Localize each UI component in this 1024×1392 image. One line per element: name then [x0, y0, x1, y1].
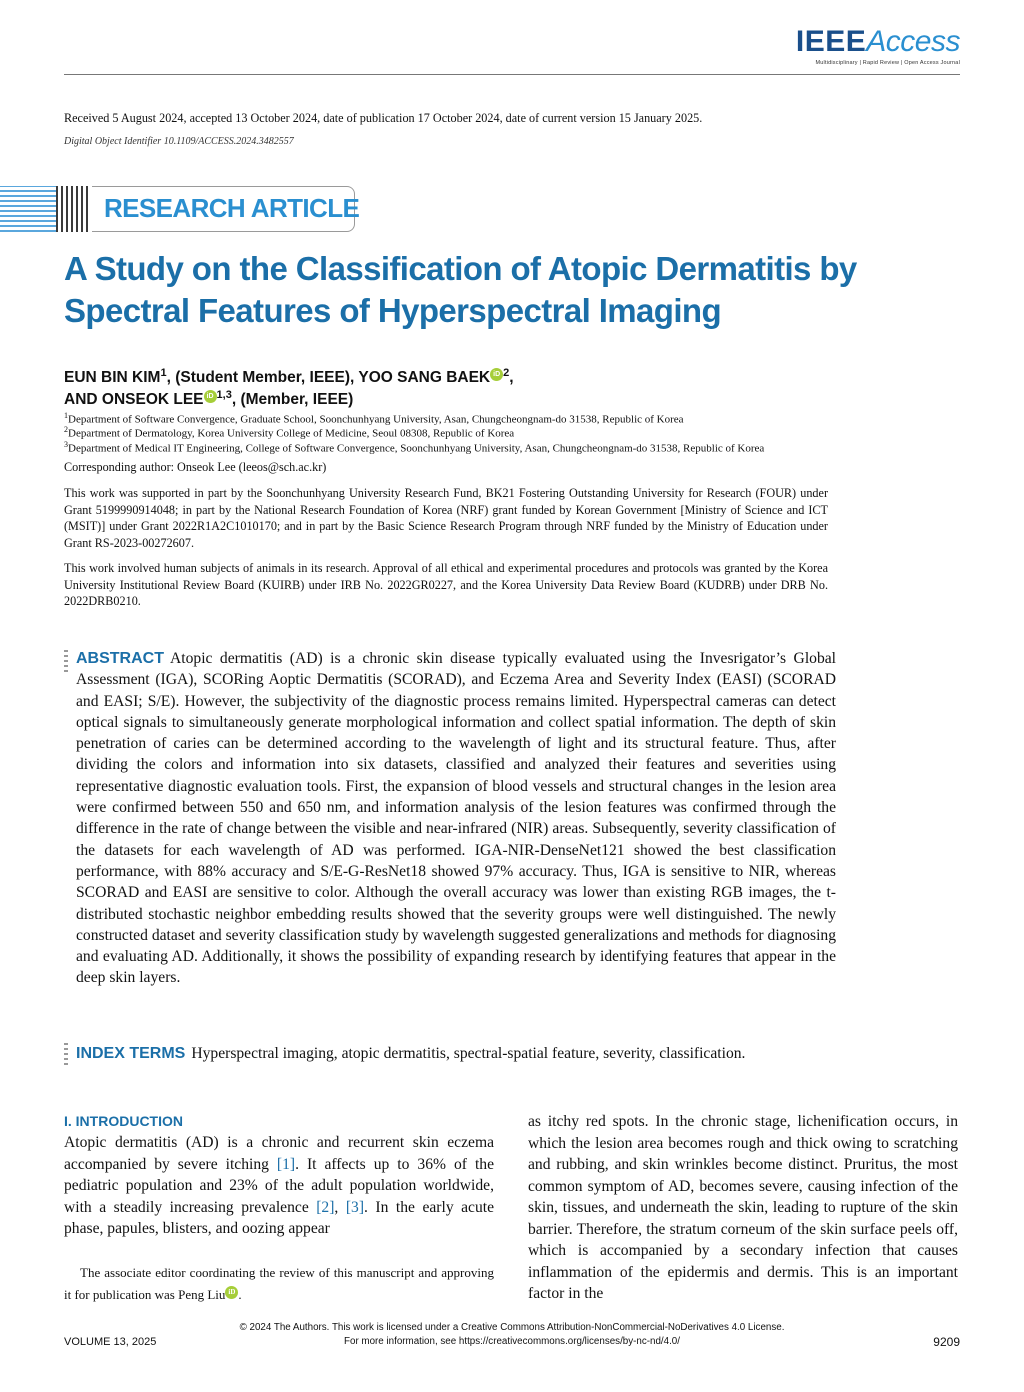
journal-logo	[796, 26, 960, 66]
affiliation-2	[64, 425, 514, 440]
index-terms-label: INDEX TERMS	[76, 1045, 186, 1062]
abstract	[76, 648, 836, 989]
citation-link[interactable]: [3]	[345, 1198, 365, 1216]
author-line-2	[64, 389, 353, 409]
section-heading: I. INTRODUCTION	[64, 1113, 183, 1129]
author-affiliation-mark: 1	[160, 367, 167, 379]
body-text: . In the early acute phase, papules, blisters, and oozing appear	[64, 1198, 494, 1237]
orcid-icon[interactable]: iD	[490, 368, 503, 381]
banner-stripes	[0, 186, 56, 232]
index-terms-text: Hyperspectral imaging, atopic dermatitis, spectral-spatial feature, severity, classification.	[191, 1045, 746, 1062]
funding-statement: This work was supported in part by the Soonchunhyang University Research Fund, BK21 Fostering Outstanding University for Research (FOUR) under Grant 5199990914048; in part by the National Research Foundation of Korea (NRF) grant funded by Korean Government [Ministry of Science and ICT (MSIT)] under Grant 2022R1A2C1010170; and in part by the Basic Science Research Program through NRF funded by the Ministry of Education under Grant RS-2023-00272607.	[64, 486, 828, 550]
affiliation-text: Department of Software Convergence, Graduate School, Soonchunhyang University, Asan, Chungcheongnam-do 31538, Republic of Korea	[68, 413, 684, 426]
affiliation-1	[64, 411, 684, 426]
affiliation-number: 2	[64, 425, 68, 434]
abstract-text: Atopic dermatitis (AD) is a chronic skin disease typically evaluated using the Invesrigator’s Global Assessment (IGA), SCORing Aoptic Dermatitis (SCORAD), and Eczema Area and Severity Index (EASI) (SCORAD and EASI; S/E). However, the subjectivity of the diagnostic process remains limited. Hyperspectral cameras can detect optical signals to simultaneously generate morphological information and collect spatial information. The depth of skin penetration of caries can be determined according to the wavelength of light and its structural feature. Thus, after dividing the colors and information into six datasets, classified and analyzed their features and severities using representative diagnostic evaluation tools. First, the expansion of blood vessels and structural changes in the lesion area were confirmed between 550 and 650 nm, and information analysis of the lesion features was confirmed through the difference in the rate of change between the visible and near-infrared (NIR) areas. Subsequently, severity classification of the datasets for each wavelength of AD was performed. IGA-NIR-DenseNet121 showed the best classification performance, with 88% accuracy and S/E-G-ResNet18 showed 97% accuracy. Thus, IGA is sensitive to NIR, whereas SCORAD and EASI are sensitive to color. Although the overall accuracy was lower than existing RGB images, the t-distributed stochastic neighbor embedding results showed that the severity groups were well distinguished. The newly constructed dataset and severity classification study by wavelength suggested generalizations and methods for diagnosing and evaluating AD. Additionally, it shows the possibility of expanding research by identifying features that appear in the deep skin layers.	[76, 650, 836, 987]
header-rule	[64, 74, 960, 75]
author-prefix: AND	[64, 391, 102, 409]
affiliation-text: Department of Medical IT Engineering, College of Software Convergence, Soonchunhyang University, Asan, Chungcheongnam-do 31538, Republic of Korea	[68, 442, 765, 455]
author-affiliation-mark: 1,3	[216, 389, 232, 401]
footnote-end: .	[238, 1287, 242, 1302]
affiliation-text: Department of Dermatology, Korea University College of Medicine, Seoul 08308, Republic of Korea	[68, 427, 515, 440]
intro-right-column: as itchy red spots. In the chronic stage, lichenification occurs, in which the lesion area becomes rough and thick owing to scratching and rubbing, and skin wrinkles become distinct. Pruritus, the most common symptom of AD, becomes severe, causing infection of the skin, tissues, and underneath the skin, leading to rupture of the skin barrier. Therefore, the stratum corneum of the skin surface peels off, which is accompanied by a secondary infection that causes inflammation of the epidermis and dermis. This is an important factor in the	[528, 1113, 958, 1302]
abstract-marker	[64, 650, 68, 672]
affiliation-number: 1	[64, 411, 68, 420]
corresponding-author: Corresponding author: Onseok Lee (leeos@sch.ac.kr)	[64, 460, 327, 474]
license-line: © 2024 The Authors. This work is licensed under a Creative Commons Attribution-NonCommercial-NoDerivatives 4.0 License.	[239, 1322, 785, 1333]
page-number: 9209	[933, 1335, 960, 1349]
affiliation-3	[64, 440, 764, 455]
banner-bars	[56, 186, 90, 232]
citation-link[interactable]: [1]	[276, 1155, 296, 1173]
banner-label: RESEARCH ARTICLE	[104, 193, 360, 223]
body-text: ,	[334, 1198, 346, 1216]
author-name: EUN BIN KIM	[64, 369, 161, 387]
author-membership: , (Member, IEEE)	[231, 391, 354, 409]
orcid-icon[interactable]: iD	[204, 390, 217, 403]
license-link[interactable]: For more information, see https://creativecommons.org/licenses/by-nc-nd/4.0/	[344, 1336, 680, 1347]
author-line-1	[64, 367, 514, 387]
intro-left-column	[64, 1132, 494, 1240]
volume-info: VOLUME 13, 2025	[64, 1336, 157, 1348]
abstract-label: ABSTRACT	[76, 650, 164, 667]
author-membership: , (Student Member, IEEE),	[166, 369, 355, 387]
body-text: . It affects up to 36% of the pediatric population and 23% of the adult population worldwide, with a steadily increasing prevalence	[64, 1155, 494, 1216]
paper-title: A Study on the Classification of Atopic Dermatitis by Spectral Features of Hyperspectral Imaging	[64, 250, 857, 329]
author-name: ONSEOK LEE	[101, 391, 204, 409]
ethics-statement: This work involved human subjects of animals in its research. Approval of all ethical and experimental procedures and protocols was granted by the Korea University Institutional Review Board (KUIRB) under IRB No. 2022GR0227, and the Korea University Data Review Board (KUDRB) under DRB No. 2022DRB0210.	[64, 561, 828, 608]
citation-link[interactable]: [2]	[316, 1198, 335, 1216]
author-name: YOO SANG BAEK	[358, 369, 491, 387]
logo-access: Access	[866, 25, 960, 58]
index-terms-marker	[64, 1043, 68, 1065]
author-affiliation-mark: 2	[503, 367, 510, 379]
body-text: Atopic dermatitis (AD) is a chronic and recurrent skin eczema accompanied by severe itching	[64, 1134, 494, 1173]
index-terms	[76, 1043, 856, 1064]
doi: Digital Object Identifier 10.1109/ACCESS.2024.3482557	[64, 136, 294, 147]
logo-ieee: IEEE	[795, 25, 867, 58]
article-type-banner	[0, 186, 360, 232]
footnote-text: The associate editor coordinating the review of this manuscript and approving it for publication was Peng Liu	[64, 1265, 494, 1302]
author-separator: ,	[509, 369, 514, 387]
editor-footnote	[64, 1262, 494, 1306]
orcid-icon[interactable]: iD	[225, 1286, 238, 1299]
logo-tagline: Multidisciplinary | Rapid Review | Open Access Journal	[815, 60, 960, 66]
received-dates: Received 5 August 2024, accepted 13 October 2024, date of publication 17 October 2024, date of current version 15 January 2025.	[64, 111, 703, 125]
affiliation-number: 3	[64, 440, 68, 449]
